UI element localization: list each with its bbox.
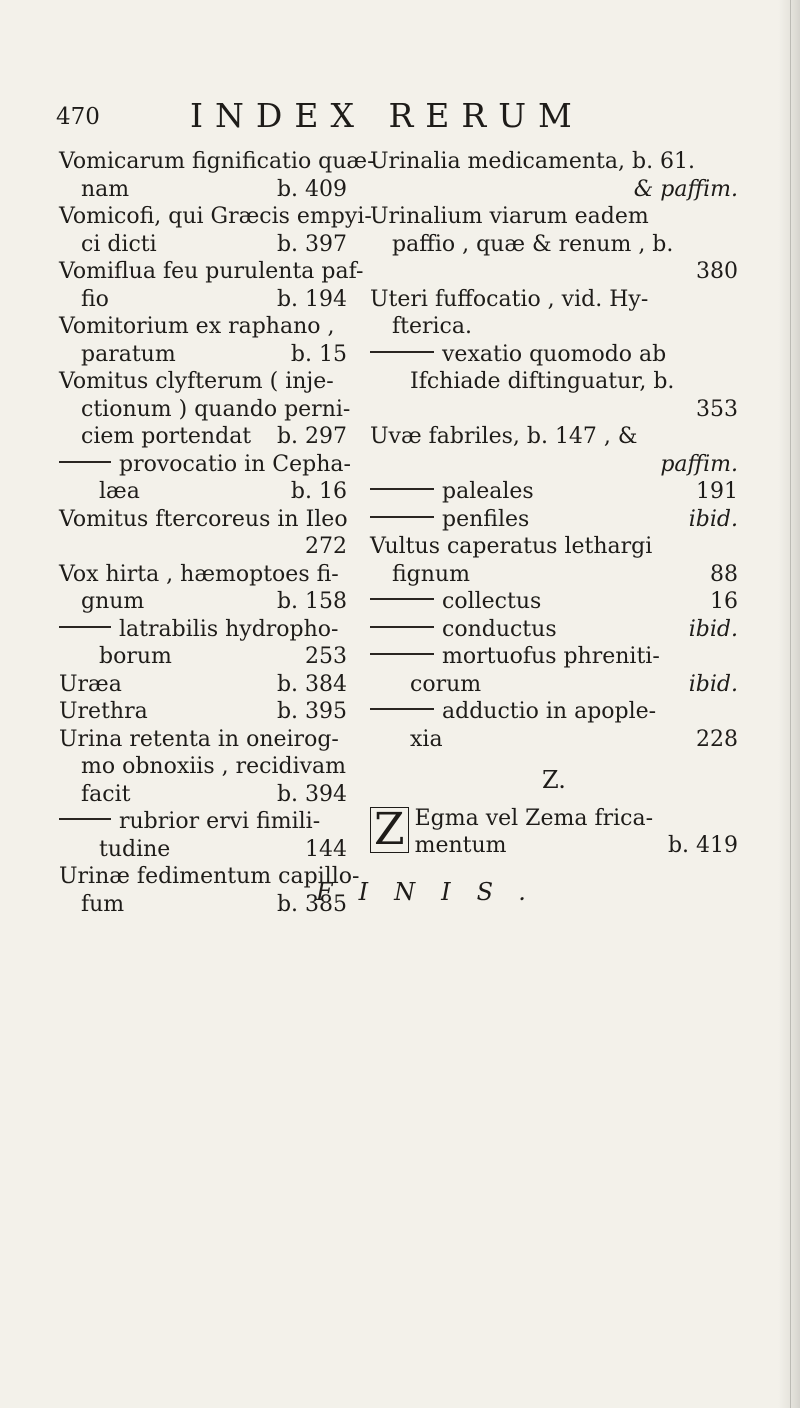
entry-text: fio — [81, 286, 109, 312]
entry-text-wrap — [410, 671, 481, 699]
entry-text: gnum — [81, 589, 145, 614]
entry-text-wrap — [81, 753, 346, 781]
entry-line — [59, 506, 347, 534]
entry-line — [415, 832, 738, 860]
entry-text: Urinalia medicamenta, b. 61. — [370, 149, 696, 174]
index-entry — [59, 451, 351, 506]
entry-line — [59, 891, 347, 919]
index-entry — [59, 808, 347, 863]
entry-line — [59, 313, 347, 341]
entry-dash — [370, 626, 434, 628]
entry-text: corum — [410, 671, 482, 697]
entry-line — [59, 588, 347, 616]
page-reference: 228 — [696, 726, 738, 752]
entry-line — [59, 561, 347, 589]
entry-text: tudine — [99, 836, 171, 862]
entry-text: mo obnoxiis , recidivam — [81, 754, 347, 779]
entry-line — [370, 616, 738, 644]
entry-extra: & paffim. — [633, 176, 738, 202]
entry-line — [370, 368, 738, 396]
page-reference: b. 194 — [276, 286, 347, 312]
entry-text-wrap — [59, 313, 335, 341]
entry-dash — [370, 598, 434, 600]
entry-text-wrap — [370, 478, 534, 506]
page-reference: b. 409 — [276, 176, 347, 202]
index-entry — [59, 148, 375, 203]
entry-text-wrap — [370, 533, 652, 561]
entry-text: fterica. — [392, 314, 472, 339]
page-reference: 253 — [305, 644, 347, 669]
index-entry — [59, 506, 347, 561]
entry-dash — [370, 653, 434, 655]
entry-line — [59, 671, 347, 699]
entry-text: Vomitus ftercoreus in Ileo — [59, 506, 348, 532]
entry-text-wrap — [81, 286, 109, 314]
entry-text: collectus — [442, 589, 542, 614]
entry-dash — [59, 461, 111, 463]
entry-text: rubrior ervi fimili- — [119, 809, 321, 834]
entry-text-wrap — [99, 836, 170, 864]
entry-line — [370, 396, 738, 424]
page-reference: b. 394 — [276, 781, 347, 807]
page-number: 470 — [56, 104, 100, 130]
entry-text-wrap — [392, 313, 472, 341]
index-entry — [59, 368, 351, 451]
page-reference: 380 — [696, 259, 738, 284]
entry-text: provocatio in Cepha- — [119, 451, 351, 477]
entry-line — [415, 805, 738, 833]
entry-line — [370, 643, 738, 671]
entry-dash — [59, 818, 111, 820]
entry-dash — [370, 351, 434, 353]
page-reference: ibid. — [688, 506, 738, 532]
index-entry — [370, 148, 738, 203]
entry-text-wrap — [59, 203, 372, 231]
running-title: INDEX RERUM — [190, 96, 584, 135]
entry-text: ciem portendat — [81, 424, 252, 449]
index-entry — [370, 643, 738, 698]
entry-line — [59, 753, 347, 781]
entry-line — [370, 313, 738, 341]
entry-text-wrap — [370, 698, 656, 726]
entry-line — [59, 286, 347, 314]
page-reference: b. 297 — [276, 424, 347, 449]
entry-text: ctionum ) quando perni- — [81, 396, 351, 422]
entry-text-wrap — [370, 423, 638, 451]
index-entry — [370, 423, 738, 478]
entry-text: fum — [81, 891, 125, 917]
page-reference: ibid. — [688, 616, 738, 642]
entry-text-wrap — [370, 588, 541, 616]
entry-text-wrap — [59, 451, 351, 479]
index-entry — [370, 506, 738, 534]
entry-line — [59, 863, 360, 891]
entry-text-wrap — [59, 808, 320, 836]
entry-text: Vomicofi, qui Græcis empyi- — [59, 204, 372, 229]
entry-line — [59, 808, 347, 836]
entry-text: latrabilis hydropho- — [119, 616, 339, 642]
entry-text: Urethra — [59, 699, 148, 724]
entry-line — [59, 396, 351, 424]
entry-text: penfiles — [442, 506, 530, 532]
entry-text: fignum — [392, 561, 470, 587]
page-header — [56, 96, 696, 136]
entry-text-wrap — [370, 148, 695, 176]
entry-text-wrap — [370, 643, 660, 671]
entry-text-wrap — [370, 286, 648, 314]
entry-text: Vultus caperatus lethargi — [370, 534, 653, 559]
entry-line — [59, 533, 347, 561]
entry-text-wrap — [81, 176, 129, 204]
entry-line — [59, 616, 347, 644]
page-reference: ibid. — [688, 671, 738, 697]
section-heading-z: Z. — [542, 766, 566, 794]
entry-text: Vox hirta , hæmoptoes fi- — [59, 561, 339, 587]
entry-line — [59, 203, 372, 231]
entry-text-wrap — [410, 726, 443, 754]
entry-line — [370, 203, 738, 231]
entry-line — [59, 698, 347, 726]
index-entry — [59, 698, 347, 726]
entry-line — [59, 148, 375, 176]
page-reference: b. 395 — [276, 699, 347, 724]
entry-text: conductus — [442, 616, 557, 642]
entry-text: paleales — [442, 479, 534, 504]
entry-text: paratum — [81, 341, 176, 367]
page-reference: 353 — [696, 396, 738, 422]
entry-text-wrap — [59, 148, 375, 176]
index-entry — [370, 616, 738, 644]
index-entry — [59, 616, 347, 671]
entry-text-wrap — [370, 341, 666, 369]
page-reference: b. 384 — [276, 671, 347, 697]
entry-line — [370, 561, 738, 589]
entry-text-wrap — [370, 506, 529, 534]
entry-text-wrap — [59, 863, 359, 891]
entry-line — [370, 231, 738, 259]
entry-text: Vomitus clyfterum ( inje- — [59, 369, 334, 394]
page-reference: 88 — [710, 561, 738, 587]
index-entry — [59, 671, 347, 699]
index-entry — [59, 726, 347, 809]
index-entry — [370, 341, 738, 424]
entry-text: facit — [81, 781, 131, 807]
index-entry — [59, 203, 372, 258]
entry-dash — [370, 708, 434, 710]
page-reference: b. 15 — [290, 341, 347, 367]
entry-text: xia — [410, 726, 443, 752]
page-reference: b. 385 — [276, 891, 347, 917]
entry-line — [59, 478, 347, 506]
entry-text-wrap — [81, 891, 124, 919]
entry-line — [370, 671, 738, 699]
entry-text-wrap — [370, 616, 557, 644]
entry-line — [59, 341, 347, 369]
entry-dash — [370, 516, 434, 518]
index-column-right — [370, 148, 738, 860]
entry-text: Ifchiade diftinguatur, b. — [410, 369, 675, 394]
page-reference: b. 397 — [276, 231, 347, 257]
entry-line — [59, 258, 364, 286]
entry-text-wrap — [81, 341, 176, 369]
entry-text-wrap — [81, 231, 157, 259]
entry-text-wrap — [59, 561, 339, 589]
entry-line — [370, 258, 738, 286]
entry-dash — [370, 488, 434, 490]
entry-line — [59, 781, 347, 809]
entry-text-wrap — [392, 561, 470, 589]
entry-text-wrap — [99, 478, 140, 506]
entry-text-wrap — [99, 643, 172, 671]
index-entry — [370, 698, 738, 753]
right-entries — [370, 148, 738, 753]
index-entry — [370, 286, 738, 341]
page-edge-shadow — [778, 0, 800, 1408]
entry-text-wrap — [59, 368, 334, 396]
entry-extra: paffim. — [660, 451, 738, 477]
index-entry — [59, 313, 347, 368]
entry-text: Uræa — [59, 671, 122, 697]
entry-line — [59, 368, 347, 396]
entry-text: Egma vel Zema frica- — [414, 805, 654, 831]
entry-text-wrap — [81, 588, 144, 616]
entry-line — [370, 506, 738, 534]
entry-line — [370, 148, 738, 176]
page-edge-line — [790, 0, 791, 1408]
entry-line — [370, 698, 738, 726]
entry-line — [370, 286, 738, 314]
index-column-left — [59, 148, 375, 918]
entry-line — [370, 588, 738, 616]
entry-text-wrap — [410, 368, 674, 396]
page-reference: 144 — [305, 836, 347, 862]
drop-cap-z: Z — [370, 807, 409, 853]
entry-text: mentum — [414, 833, 507, 858]
entry-text: Urinalium viarum eadem — [370, 204, 649, 229]
entry-dash — [59, 626, 111, 628]
page-reference: 272 — [305, 534, 347, 559]
entry-line — [59, 451, 351, 479]
entry-text: Vomicarum fignificatio quæ- — [59, 149, 375, 174]
entry-line — [59, 643, 347, 671]
entry-text: ci dicti — [81, 231, 157, 257]
index-entry — [370, 588, 738, 616]
entry-line — [370, 423, 738, 451]
entry-text: vexatio quomodo ab — [442, 341, 667, 367]
entry-text-wrap — [81, 396, 350, 424]
entry-line — [370, 478, 738, 506]
entry-text-wrap — [59, 726, 339, 754]
entry-text: nam — [81, 176, 130, 202]
entry-text-wrap — [59, 616, 338, 644]
entry-text-wrap — [392, 231, 673, 259]
entry-line — [59, 836, 347, 864]
entry-text-wrap — [81, 781, 130, 809]
index-entry — [59, 561, 347, 616]
entry-text: borum — [99, 644, 172, 669]
page-reference: 16 — [710, 589, 738, 614]
index-entry-zegma — [370, 805, 738, 860]
page-reference: 191 — [696, 479, 738, 504]
index-entry — [370, 203, 738, 286]
entry-text: læa — [99, 479, 140, 504]
index-entry — [59, 863, 360, 918]
entry-text-wrap — [59, 258, 363, 286]
entry-text: mortuofus phreniti- — [442, 644, 660, 669]
entry-text: Vomiflua feu purulenta paf- — [59, 259, 364, 284]
entry-text: paffio , quæ & renum , b. — [392, 231, 674, 257]
entry-line — [370, 451, 738, 479]
entry-text-wrap — [59, 506, 348, 534]
index-entry — [370, 478, 738, 506]
entry-text: Urina retenta in oneirog- — [59, 726, 339, 752]
entry-line — [370, 726, 738, 754]
entry-text-wrap — [370, 203, 649, 231]
entry-line — [59, 423, 347, 451]
entry-text: adductio in apople- — [442, 699, 657, 724]
page-reference: b. 419 — [667, 833, 738, 858]
entry-text: Vomitorium ex raphano , — [59, 314, 335, 339]
entry-line — [59, 176, 347, 204]
entry-line — [370, 176, 738, 204]
entry-line — [59, 231, 347, 259]
index-entry — [370, 533, 738, 588]
entry-text: Uvæ fabriles, b. 147 , & — [370, 424, 638, 449]
entry-text-wrap — [59, 671, 122, 699]
entry-line — [370, 341, 738, 369]
entry-text-wrap — [59, 698, 148, 726]
entry-text-wrap — [81, 423, 251, 451]
page-reference: b. 158 — [276, 589, 347, 614]
entry-line — [59, 726, 347, 754]
finis-text: FINIS. — [316, 878, 552, 906]
page-reference: b. 16 — [290, 479, 347, 504]
entry-text: Urinæ fedimentum capillo- — [59, 864, 360, 889]
index-entry — [59, 258, 364, 313]
entry-line — [370, 533, 738, 561]
entry-text: Uteri fuffocatio , vid. Hy- — [370, 286, 649, 312]
